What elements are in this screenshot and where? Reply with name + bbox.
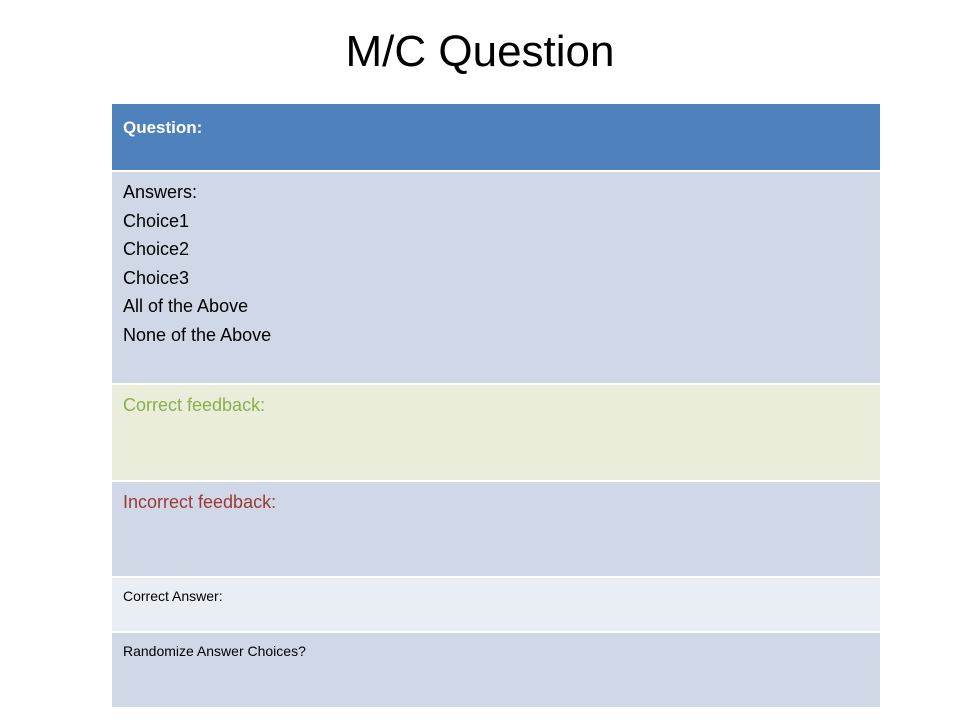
- correct-answer-row: [112, 578, 880, 633]
- choice-item: Choice2: [123, 239, 190, 259]
- choice-item: Choice1: [123, 210, 190, 231]
- choice-item: Choice3: [123, 267, 190, 288]
- incorrect-feedback-label: Incorrect feedback:: [123, 492, 277, 512]
- incorrect-feedback-row: [112, 482, 880, 578]
- question-table: [112, 104, 880, 707]
- choice-item: All of the Above: [123, 296, 249, 316]
- randomize-row: [112, 633, 880, 707]
- answers-label: Answers:: [123, 182, 198, 202]
- choice-item: None of the Above: [123, 324, 272, 345]
- correct-feedback-row: [112, 385, 880, 482]
- slide-title: M/C Question: [345, 27, 615, 76]
- correct-feedback-label: Correct feedback:: [123, 395, 266, 415]
- question-row: [112, 104, 880, 172]
- correct-answer-label: Correct Answer:: [123, 588, 223, 604]
- answers-row: [112, 172, 880, 385]
- question-label: Question:: [123, 118, 203, 137]
- randomize-label: Randomize Answer Choices?: [123, 643, 306, 659]
